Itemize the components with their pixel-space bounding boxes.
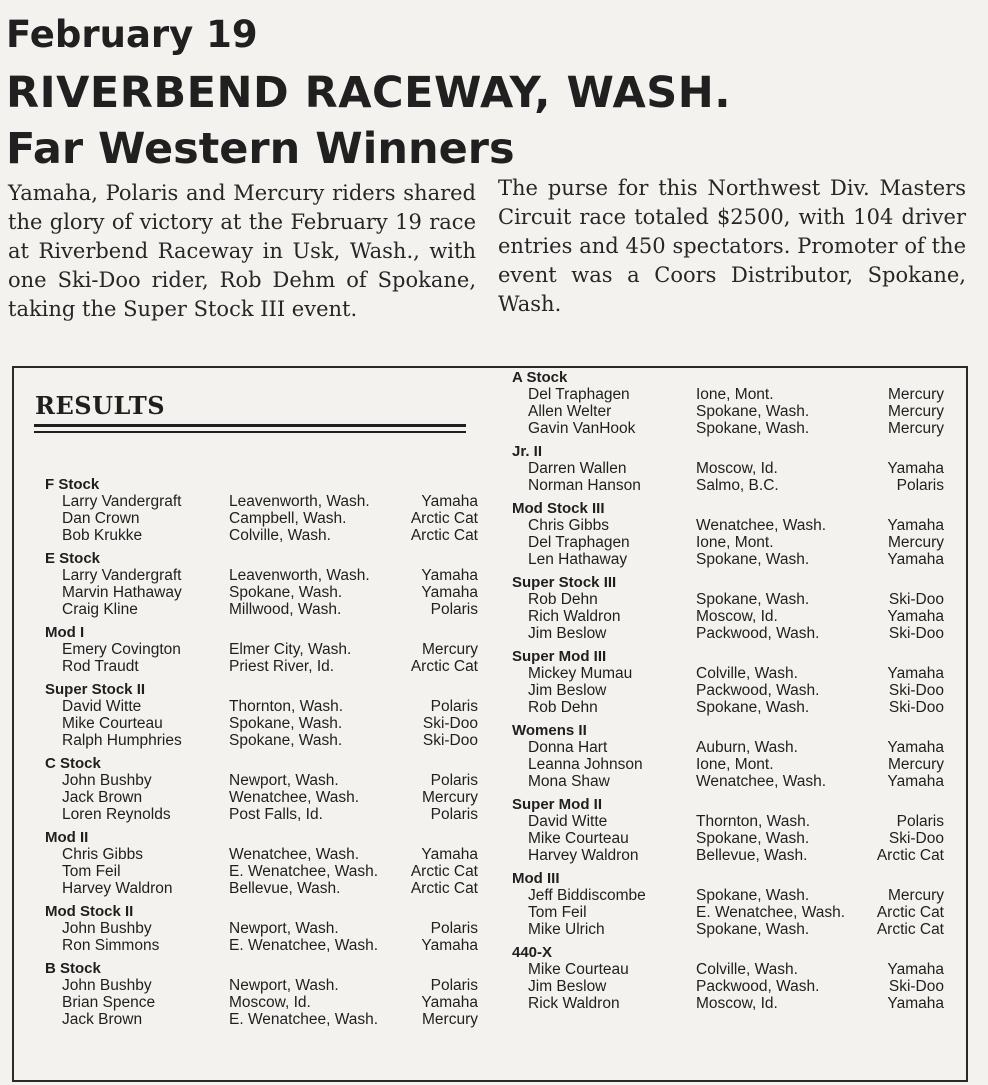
- race-event: [0, 796, 988, 864]
- sled-make: Yamaha: [421, 584, 478, 601]
- driver-name: Ralph Humphries: [62, 732, 182, 749]
- driver-name: John Bushby: [62, 977, 152, 994]
- driver-name: Allen Welter: [528, 403, 612, 420]
- race-event: [0, 574, 988, 642]
- sled-make: Yamaha: [421, 937, 478, 954]
- sled-make: Polaris: [430, 601, 478, 618]
- intro-paragraph-left: Yamaha, Polaris and Mercury riders shared the glory of victory at the February 19 race at Riverbend Raceway in Usk, Wash., with one Ski-Doo rider, Rob Dehm of Spokane, taking the Super Stock III event.: [8, 181, 476, 321]
- sled-make: Yamaha: [887, 961, 944, 978]
- result-row: [0, 386, 988, 403]
- driver-name: David Witte: [528, 813, 608, 830]
- event-title: Mod Stock III: [512, 500, 605, 517]
- driver-hometown: Thornton, Wash.: [696, 813, 811, 830]
- driver-name: John Bushby: [62, 772, 152, 789]
- driver-hometown: Spokane, Wash.: [229, 584, 343, 601]
- sled-make: Ski-Doo: [888, 625, 944, 642]
- result-row: [0, 961, 988, 978]
- driver-hometown: Leavenworth, Wash.: [229, 567, 370, 584]
- race-event: [0, 500, 988, 568]
- sled-make: Yamaha: [887, 739, 944, 756]
- result-row: [0, 534, 988, 551]
- event-title: A Stock: [512, 369, 568, 386]
- driver-hometown: Campbell, Wash.: [229, 510, 347, 527]
- event-title: B Stock: [45, 960, 101, 977]
- driver-hometown: Spokane, Wash.: [696, 551, 810, 568]
- driver-hometown: E. Wenatchee, Wash.: [229, 937, 379, 954]
- event-title: Mod Stock II: [45, 903, 134, 920]
- driver-name: Mike Courteau: [62, 715, 163, 732]
- race-event: [0, 369, 988, 437]
- driver-name: Jack Brown: [62, 789, 143, 806]
- driver-name: Mona Shaw: [528, 773, 610, 790]
- result-row: [0, 682, 988, 699]
- sled-make: Polaris: [430, 772, 478, 789]
- driver-name: Leanna Johnson: [528, 756, 643, 773]
- driver-name: Darren Wallen: [528, 460, 627, 477]
- event-title: Mod II: [45, 829, 89, 846]
- event-title: Super Mod II: [512, 796, 602, 813]
- driver-name: Larry Vandergraft: [62, 493, 182, 510]
- sled-make: Arctic Cat: [410, 527, 478, 544]
- driver-name: Del Traphagen: [528, 386, 630, 403]
- race-event: [0, 648, 988, 716]
- driver-name: Harvey Waldron: [528, 847, 639, 864]
- event-title: E Stock: [45, 550, 101, 567]
- driver-hometown: Wenatchee, Wash.: [229, 789, 360, 806]
- driver-name: Emery Covington: [62, 641, 181, 658]
- sled-make: Yamaha: [421, 994, 478, 1011]
- driver-name: Bob Krukke: [62, 527, 143, 544]
- result-row: [0, 978, 988, 995]
- result-row: [0, 608, 988, 625]
- driver-name: Marvin Hathaway: [62, 584, 182, 601]
- driver-hometown: Newport, Wash.: [229, 920, 339, 937]
- driver-hometown: Bellevue, Wash.: [696, 847, 808, 864]
- sled-make: Mercury: [888, 403, 944, 420]
- sled-make: Ski-Doo: [888, 682, 944, 699]
- sled-make: Arctic Cat: [876, 904, 944, 921]
- sled-make: Polaris: [430, 806, 478, 823]
- driver-name: Rich Waldron: [528, 608, 621, 625]
- driver-hometown: Moscow, Id.: [696, 460, 778, 477]
- sled-make: Ski-Doo: [888, 699, 944, 716]
- driver-name: Dan Crown: [62, 510, 140, 527]
- driver-hometown: Packwood, Wash.: [696, 682, 820, 699]
- driver-name: Jeff Biddiscombe: [528, 887, 646, 904]
- sled-make: Arctic Cat: [410, 510, 478, 527]
- result-row: [0, 403, 988, 420]
- driver-name: Donna Hart: [528, 739, 608, 756]
- event-title: Mod I: [45, 624, 85, 641]
- event-title: F Stock: [45, 476, 100, 493]
- result-row: [0, 830, 988, 847]
- driver-name: Gavin VanHook: [528, 420, 636, 437]
- driver-hometown: Newport, Wash.: [229, 772, 339, 789]
- driver-name: Del Traphagen: [528, 534, 630, 551]
- results-right-column: [0, 369, 988, 1018]
- result-row: [0, 921, 988, 938]
- driver-name: Rob Dehn: [528, 591, 598, 608]
- result-row: [0, 773, 988, 790]
- driver-hometown: Leavenworth, Wash.: [229, 493, 370, 510]
- result-row: [0, 995, 988, 1012]
- driver-hometown: Thornton, Wash.: [229, 698, 344, 715]
- event-title: 440-X: [512, 944, 553, 961]
- result-row: [0, 517, 988, 534]
- driver-hometown: Ione, Mont.: [696, 756, 774, 773]
- driver-hometown: Spokane, Wash.: [696, 403, 810, 420]
- driver-hometown: Spokane, Wash.: [696, 830, 810, 847]
- race-event: [0, 443, 988, 494]
- driver-hometown: Colville, Wash.: [696, 665, 798, 682]
- driver-hometown: Spokane, Wash.: [696, 420, 810, 437]
- driver-name: Mike Courteau: [528, 830, 629, 847]
- sled-make: Polaris: [430, 920, 478, 937]
- result-row: [0, 460, 988, 477]
- driver-name: Craig Kline: [62, 601, 138, 618]
- sled-make: Arctic Cat: [410, 880, 478, 897]
- driver-name: Len Hathaway: [528, 551, 628, 568]
- sled-make: Yamaha: [887, 773, 944, 790]
- driver-name: David Witte: [62, 698, 142, 715]
- driver-name: Rick Waldron: [528, 995, 620, 1012]
- driver-hometown: Auburn, Wash.: [696, 739, 798, 756]
- driver-hometown: E. Wenatchee, Wash.: [229, 863, 379, 880]
- sled-make: Yamaha: [887, 608, 944, 625]
- driver-hometown: Elmer City, Wash.: [229, 641, 352, 658]
- sled-make: Ski-Doo: [422, 715, 478, 732]
- result-row: [0, 477, 988, 494]
- results-title: RESULTS: [35, 391, 166, 420]
- driver-name: Rod Traudt: [62, 658, 139, 675]
- intro-paragraph-right: The purse for this Northwest Div. Masters Circuit race totaled $2500, with 104 driver entries and 450 spectators. Promoter of the event was a Coors Distributor, Spokane, Wash.: [498, 176, 966, 316]
- headline-location: RIVERBEND RACEWAY, WASH.: [6, 68, 732, 118]
- event-title: Super Stock II: [45, 681, 146, 698]
- sled-make: Mercury: [888, 386, 944, 403]
- driver-hometown: Wenatchee, Wash.: [696, 773, 827, 790]
- sled-make: Polaris: [896, 477, 944, 494]
- driver-name: Jim Beslow: [528, 625, 607, 642]
- sled-make: Mercury: [888, 887, 944, 904]
- sled-make: Yamaha: [887, 551, 944, 568]
- sled-make: Mercury: [422, 1011, 478, 1028]
- sled-make: Arctic Cat: [410, 863, 478, 880]
- driver-name: Brian Spence: [62, 994, 156, 1011]
- sled-make: Mercury: [888, 420, 944, 437]
- driver-hometown: Post Falls, Id.: [229, 806, 323, 823]
- driver-hometown: Moscow, Id.: [696, 995, 778, 1012]
- sled-make: Yamaha: [421, 567, 478, 584]
- driver-name: Jim Beslow: [528, 978, 607, 995]
- driver-name: Mickey Mumau: [528, 665, 633, 682]
- sled-make: Yamaha: [887, 517, 944, 534]
- result-row: [0, 904, 988, 921]
- driver-name: Mike Ulrich: [528, 921, 605, 938]
- sled-make: Polaris: [430, 698, 478, 715]
- driver-hometown: Ione, Mont.: [696, 534, 774, 551]
- driver-hometown: Millwood, Wash.: [229, 601, 342, 618]
- event-title: C Stock: [45, 755, 101, 772]
- event-title: Womens II: [512, 722, 587, 739]
- driver-hometown: Spokane, Wash.: [696, 699, 810, 716]
- result-row: [0, 756, 988, 773]
- driver-name: Jack Brown: [62, 1011, 143, 1028]
- driver-name: Jim Beslow: [528, 682, 607, 699]
- sled-make: Arctic Cat: [876, 921, 944, 938]
- driver-name: Tom Feil: [62, 863, 121, 880]
- result-row: [0, 699, 988, 716]
- driver-name: Chris Gibbs: [62, 846, 143, 863]
- sled-make: Yamaha: [887, 995, 944, 1012]
- sled-make: Ski-Doo: [422, 732, 478, 749]
- sled-make: Mercury: [422, 789, 478, 806]
- driver-name: Loren Reynolds: [62, 806, 171, 823]
- sled-make: Mercury: [422, 641, 478, 658]
- result-row: [0, 551, 988, 568]
- driver-hometown: Wenatchee, Wash.: [229, 846, 360, 863]
- driver-hometown: Colville, Wash.: [229, 527, 331, 544]
- result-row: [0, 665, 988, 682]
- result-row: [0, 739, 988, 756]
- race-event: [0, 722, 988, 790]
- driver-hometown: Packwood, Wash.: [696, 978, 820, 995]
- driver-hometown: Wenatchee, Wash.: [696, 517, 827, 534]
- result-row: [0, 420, 988, 437]
- result-row: [0, 887, 988, 904]
- result-row: [0, 625, 988, 642]
- result-row: [0, 847, 988, 864]
- driver-name: Mike Courteau: [528, 961, 629, 978]
- sled-make: Arctic Cat: [876, 847, 944, 864]
- driver-name: Tom Feil: [528, 904, 587, 921]
- event-title: Super Stock III: [512, 574, 617, 591]
- driver-name: Rob Dehn: [528, 699, 598, 716]
- sled-make: Mercury: [888, 756, 944, 773]
- headline-title: Far Western Winners: [6, 124, 515, 174]
- sled-make: Yamaha: [887, 460, 944, 477]
- sled-make: Polaris: [430, 977, 478, 994]
- event-title: Super Mod III: [512, 648, 607, 665]
- sled-make: Yamaha: [421, 846, 478, 863]
- driver-hometown: Salmo, B.C.: [696, 477, 779, 494]
- race-event: [0, 944, 988, 1012]
- driver-name: Chris Gibbs: [528, 517, 609, 534]
- driver-name: John Bushby: [62, 920, 152, 937]
- driver-name: Norman Hanson: [528, 477, 641, 494]
- driver-hometown: Spokane, Wash.: [229, 715, 343, 732]
- driver-hometown: Ione, Mont.: [696, 386, 774, 403]
- driver-hometown: Spokane, Wash.: [696, 921, 810, 938]
- driver-hometown: Spokane, Wash.: [696, 887, 810, 904]
- driver-hometown: Newport, Wash.: [229, 977, 339, 994]
- event-title: Jr. II: [512, 443, 543, 460]
- event-title: Mod III: [512, 870, 560, 887]
- driver-name: Larry Vandergraft: [62, 567, 182, 584]
- driver-name: Harvey Waldron: [62, 880, 173, 897]
- driver-hometown: E. Wenatchee, Wash.: [696, 904, 846, 921]
- driver-hometown: Moscow, Id.: [229, 994, 311, 1011]
- headline-date: February 19: [6, 13, 258, 56]
- driver-hometown: E. Wenatchee, Wash.: [229, 1011, 379, 1028]
- result-row: [0, 591, 988, 608]
- sled-make: Ski-Doo: [888, 591, 944, 608]
- driver-name: Ron Simmons: [62, 937, 160, 954]
- sled-make: Mercury: [888, 534, 944, 551]
- sled-make: Ski-Doo: [888, 830, 944, 847]
- sled-make: Ski-Doo: [888, 978, 944, 995]
- race-event: [0, 870, 988, 938]
- sled-make: Arctic Cat: [410, 658, 478, 675]
- driver-hometown: Moscow, Id.: [696, 608, 778, 625]
- driver-hometown: Spokane, Wash.: [229, 732, 343, 749]
- driver-hometown: Packwood, Wash.: [696, 625, 820, 642]
- sled-make: Yamaha: [421, 493, 478, 510]
- driver-hometown: Colville, Wash.: [696, 961, 798, 978]
- driver-hometown: Spokane, Wash.: [696, 591, 810, 608]
- driver-hometown: Bellevue, Wash.: [229, 880, 341, 897]
- driver-hometown: Priest River, Id.: [229, 658, 335, 675]
- sled-make: Yamaha: [887, 665, 944, 682]
- result-row: [0, 813, 988, 830]
- sled-make: Polaris: [896, 813, 944, 830]
